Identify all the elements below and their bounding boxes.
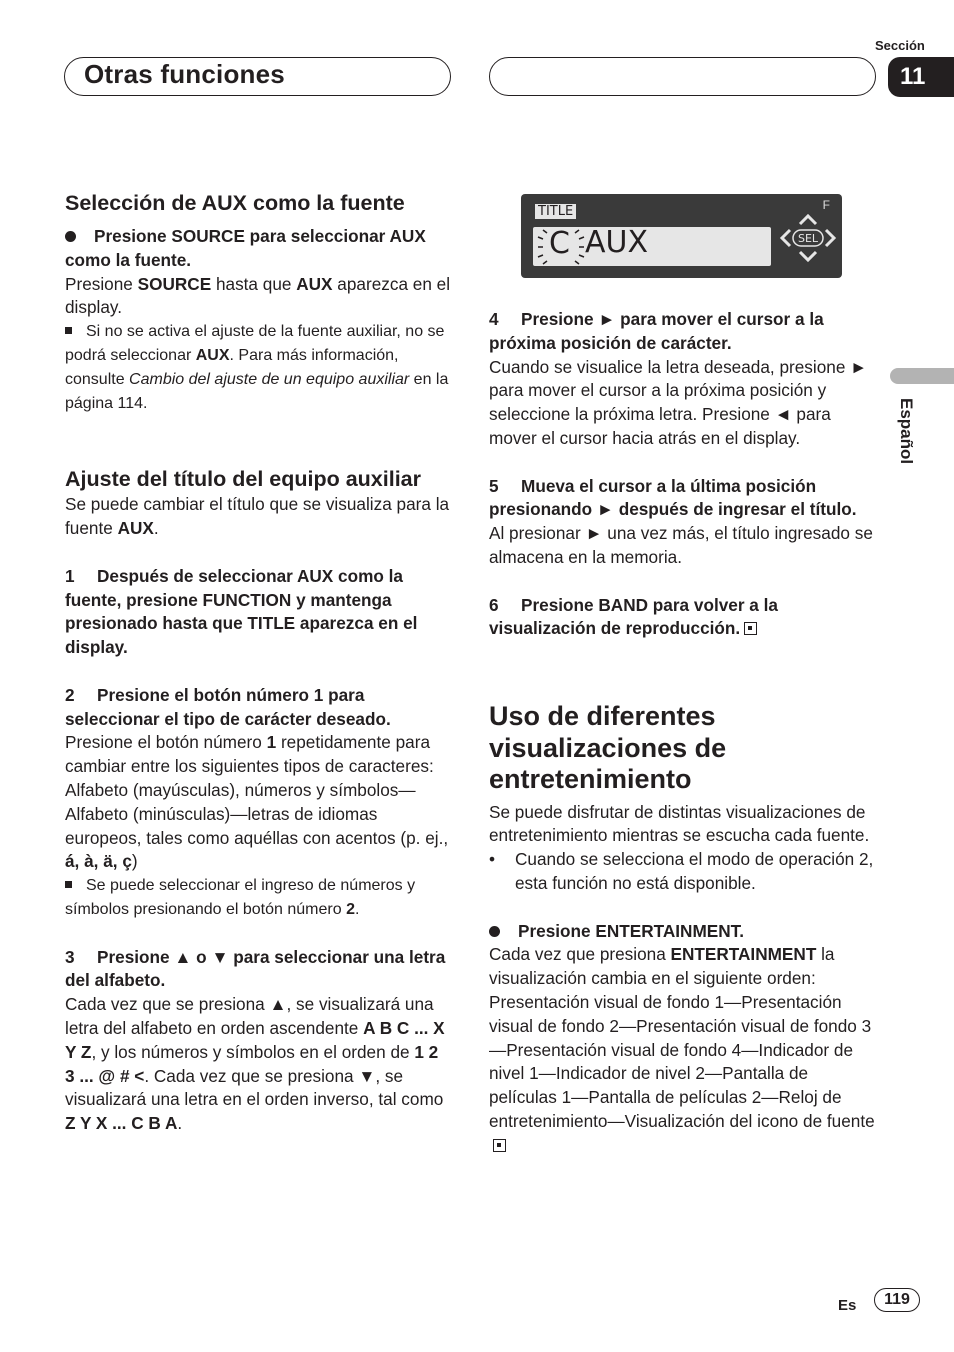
display-title-tag: TITLE	[535, 204, 576, 219]
step-3-desc: Cada vez que se presiona ▲, se visualizará una letra del alfabeto en orden ascendente A B C ... X Y Z, y los números y símbolos en el orden de 1 2 3 ... @ # <. Cada vez que se presiona ▼, se visualizará una letra en el orden inverso, tal como Z Y X ... C B A.	[65, 994, 445, 1134]
entertainment-intro: Se puede disfrutar de distintas visualizaciones de entretenimiento mientras se escucha cada fuente.	[489, 801, 870, 846]
language-tab-marker	[890, 368, 954, 384]
heading-entertainment: Uso de diferentes visualizaciones de entretenimiento	[489, 701, 727, 795]
end-mark-icon	[744, 622, 757, 635]
entertainment-bullet: • Cuando se selecciona el modo de operación 2, esta función no está disponible.	[489, 849, 874, 894]
step-6: 6 Presione BAND para volver a la visualización de reproducción.	[489, 594, 778, 639]
step-entertainment: Presione ENTERTAINMENT.	[489, 920, 878, 944]
header-blank-frame	[489, 57, 876, 96]
section-number-tab: 11	[888, 57, 954, 97]
page-number: 119	[874, 1288, 920, 1312]
language-label: Español	[897, 398, 916, 465]
entertainment-desc: Cada vez que presiona ENTERTAINMENT la visualización cambia en el siguiente orden: Presentación visual de fondo 1—Presentación visual de fondo 2—Presentación visual de fondo 3—Presentación visual de fondo 4—Indicador de nivel 1—Indicador de nivel 2—Pantalla de películas 1—Pantalla de películas 2—Reloj de entretenimiento—Visualización del icono de fuente	[489, 943, 878, 1157]
aux-note: Si no se activa el ajuste de la fuente auxiliar, no se podrá seleccionar AUX. Para más información, consulte Cambio del ajuste de un equipo auxiliar en la página 114.	[65, 323, 449, 412]
head-unit-display	[521, 194, 842, 278]
step-2-note: Se puede seleccionar el ingreso de números y símbolos presionando el botón número 2.	[65, 877, 416, 918]
step-2: 2 Presione el botón número 1 para seleccionar el tipo de carácter deseado.	[65, 684, 391, 729]
step-5-desc: Al presionar ► una vez más, el título ingresado se almacena en la memoria.	[489, 523, 873, 567]
step-select-aux: Presione SOURCE para seleccionar AUX como la fuente.	[65, 226, 426, 270]
step-3: 3 Presione ▲ o ▼ para seleccionar una letra del alfabeto.	[65, 946, 446, 991]
footer-language: Es	[838, 1297, 857, 1314]
right-column	[489, 308, 878, 1158]
sel-joystick-icon	[779, 212, 837, 264]
end-mark-icon	[493, 1139, 506, 1152]
display-cursor-char: C	[549, 226, 570, 261]
step-2-desc: Presione el botón número 1 repetidamente para cambiar entre los siguientes tipos de caracteres:	[65, 732, 434, 777]
note-square-icon	[65, 327, 72, 334]
display-text: AUX	[585, 225, 649, 260]
bullet-icon	[65, 231, 76, 242]
left-column	[65, 189, 451, 1136]
display-f-label: F	[822, 198, 830, 212]
heading-aux-source: Selección de AUX como la fuente	[65, 191, 405, 215]
heading-title-setting: Ajuste del título del equipo auxiliar	[65, 467, 421, 492]
aux-paragraph: Presione SOURCE hasta que AUX aparezca en el display.	[65, 273, 451, 318]
step-4-desc: Cuando se visualice la letra deseada, presione ► para mover el cursor a la próxima posición y seleccione la próxima letra. Presione ◄ para mover el cursor hacia atrás en el display.	[489, 356, 868, 448]
section-label: Sección	[875, 38, 925, 53]
step-5: 5 Mueva el cursor a la última posición presionando ► después de ingresar el título.	[489, 475, 857, 520]
page-title: Otras funciones	[84, 59, 285, 89]
step-1: 1 Después de seleccionar AUX como la fuente, presione FUNCTION y mantenga presionado hasta que TITLE aparezca en el display.	[65, 565, 418, 658]
dot-icon: •	[489, 849, 496, 870]
step-4: 4 Presione ► para mover el cursor a la próxima posición de carácter.	[489, 309, 824, 353]
note-square-icon	[65, 881, 72, 888]
sel-label: SEL	[797, 232, 819, 245]
title-intro: Se puede cambiar el título que se visualiza para la fuente AUX.	[65, 494, 450, 539]
bullet-icon	[489, 926, 500, 937]
display-screen	[533, 227, 771, 266]
step-2-types: Alfabeto (mayúsculas), números y símbolos—Alfabeto (minúsculas)—letras de idiomas europeos, tales como aquéllas con acentos (p. ej., á, à, ä, ç)	[65, 779, 449, 872]
